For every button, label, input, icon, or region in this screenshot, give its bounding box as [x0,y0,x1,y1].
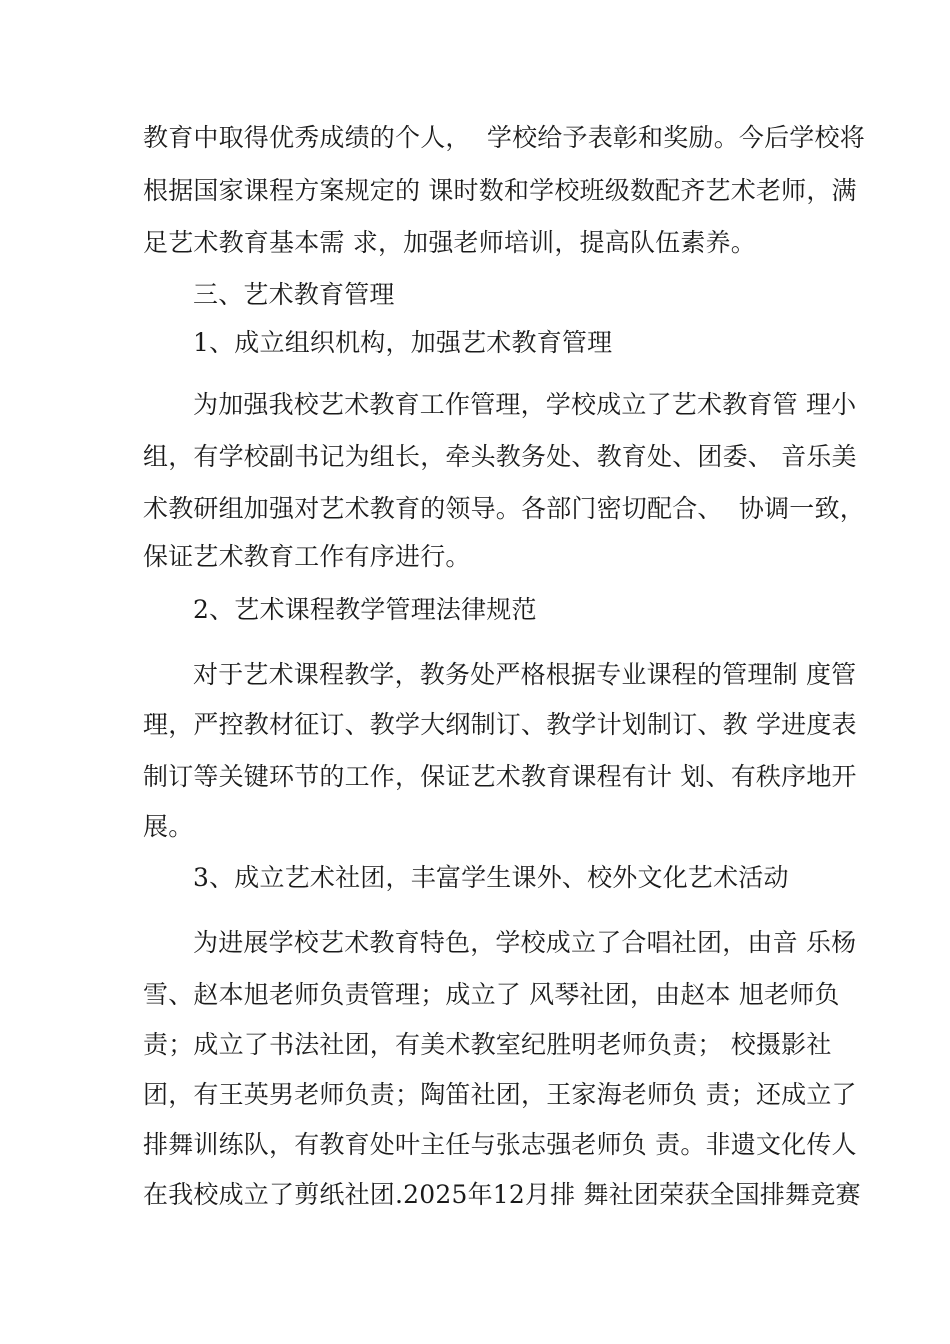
paragraph-line: 术教研组加强对艺术教育的领导。各部门密切配合、 协调一致， [143,494,865,523]
paragraph-line: 为加强我校艺术教育工作管理，学校成立了艺术教育管 理小 [193,390,857,419]
paragraph-line: 在我校成立了剪纸社团.2025年12月排 舞社团荣获全国排舞竞赛 [143,1180,861,1209]
paragraph-line: 组，有学校副书记为组长，牵头教务处、教育处、团委、 音乐美 [143,442,857,471]
subsection-heading: 3、成立艺术社团，丰富学生课外、校外文化艺术活动 [193,863,789,892]
paragraph-line: 为进展学校艺术教育特色，学校成立了合唱社团，由音 乐杨 [193,928,857,957]
paragraph-line: 理，严控教材征订、教学大纲制订、教学计划制订、教 学进度表 [143,710,857,739]
paragraph-line: 教育中取得优秀成绩的个人， 学校给予表彰和奖励。今后学校将 [143,123,865,152]
section-heading: 三、艺术教育管理 [193,280,395,309]
paragraph-line: 团，有王英男老师负责；陶笛社团，王家海老师负 责；还成立了 [143,1080,857,1109]
paragraph-line: 雪、赵本旭老师负责管理；成立了 风琴社团，由赵本 旭老师负 [143,980,840,1009]
paragraph-line: 制订等关键环节的工作，保证艺术教育课程有计 划、有秩序地开 [143,762,857,791]
subsection-heading: 2、艺术课程教学管理法律规范 [193,595,537,624]
paragraph-line: 排舞训练队，有教育处叶主任与张志强老师负 责。非遗文化传人 [143,1130,857,1159]
paragraph-line: 责；成立了书法社团，有美术教室纪胜明老师负责； 校摄影社 [143,1030,832,1059]
paragraph-line: 根据国家课程方案规定的 课时数和学校班级数配齐艺术老师，满 [143,176,857,205]
paragraph-line: 对于艺术课程教学，教务处严格根据专业课程的管理制 度管 [193,660,857,689]
paragraph-line: 保证艺术教育工作有序进行。 [143,542,471,571]
paragraph-line: 足艺术教育基本需 求，加强老师培训，提高队伍素养。 [143,228,756,257]
subsection-heading: 1、成立组织机构，加强艺术教育管理 [193,328,613,357]
paragraph-line: 展。 [143,812,194,841]
